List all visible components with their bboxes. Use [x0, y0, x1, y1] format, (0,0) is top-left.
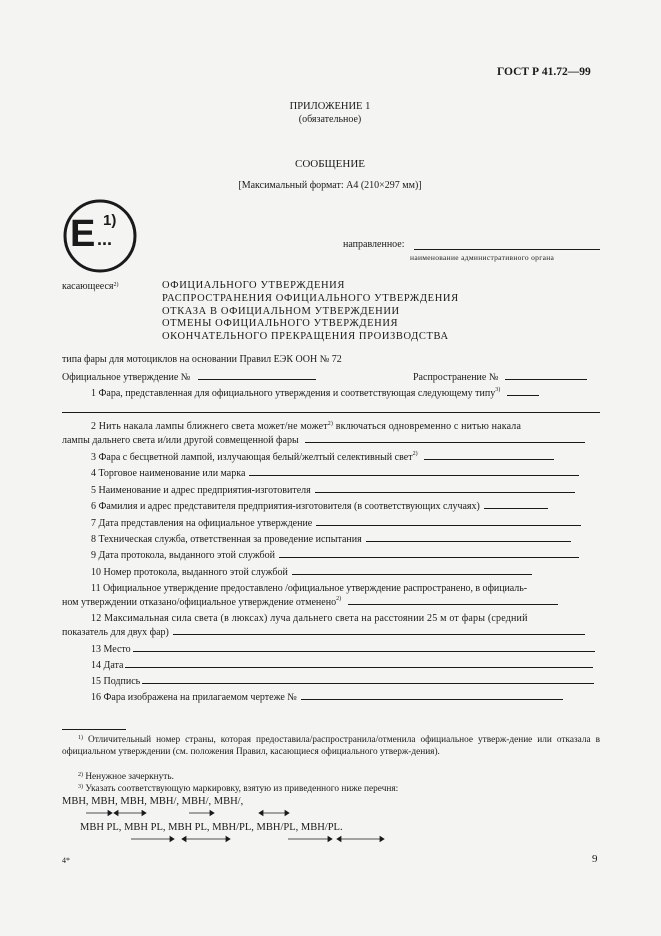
item-12-field[interactable]: [173, 625, 585, 635]
mark-1: MBH,: [62, 796, 89, 807]
item-2-field[interactable]: [305, 433, 585, 443]
item-11-continued: ном утверждении отказано/официальное утверждение отменено$^{2)}$: [62, 595, 600, 609]
concerning-label: касающееся$^{2)}$: [62, 281, 119, 292]
approval-number-label: Официальное утверждение №: [62, 372, 191, 383]
item-7-field[interactable]: [316, 516, 581, 526]
mark-6: MBH/,: [213, 796, 244, 807]
standard-number: ГОСТ Р 41.72—99: [497, 66, 591, 78]
e-mark-superscript: 1): [103, 212, 117, 229]
item-4-field[interactable]: [249, 466, 579, 476]
extension-number-row: [413, 370, 587, 384]
item-8-field[interactable]: [366, 532, 571, 542]
right-arrow-icon: [189, 811, 214, 816]
marks-row-1-arrows: [0, 806, 661, 820]
item-4: 4 Торговое наименование или марка: [62, 466, 629, 480]
item-1: 1 Фара, представленная для официального утверждения и соответствующая следующему типу$^{3)}$: [62, 386, 629, 400]
marks-row-2-arrows: [0, 832, 661, 846]
item-14-field[interactable]: [125, 658, 593, 668]
sent-to-field[interactable]: [414, 249, 600, 250]
concerning-item-2: РАСПРОСТРАНЕНИЯ ОФИЦИАЛЬНОГО УТВЕРЖДЕНИЯ: [162, 293, 459, 304]
footnote-3: $^{3)}$ Указать соответствующую маркировку, взятую из приведенного ниже перечня:: [78, 784, 399, 794]
mark-2: MBH,: [91, 796, 118, 807]
item-10-field[interactable]: [292, 565, 532, 575]
item-1-field[interactable]: [507, 386, 539, 396]
headlamp-type: типа фары для мотоциклов на основании Правил ЕЭК ООН № 72: [62, 354, 342, 365]
page-number: 9: [592, 853, 598, 865]
item-15-field[interactable]: [142, 674, 594, 684]
double-arrow-icon: [259, 811, 289, 816]
mark-8: MBH PL,: [124, 822, 166, 833]
item-16: 16 Фара изображена на прилагаемом чертеже №: [62, 690, 629, 704]
item-3: 3 Фара с бесцветной лампой, излучающая белый/желтый селективный свет$^{2)}$: [62, 450, 629, 464]
mark-7: MBH PL,: [80, 822, 122, 833]
footnote-1: $^{1)}$ Отличительный номер страны, которая предоставила/распространила/отменила официальное утверж-дение или отказала в официальном утверждении (см. положения Правил, касающиеся официального утверж-дения).: [62, 735, 600, 757]
item-6: 6 Фамилия и адрес представителя предприятия-изготовителя (в соответствующих случаях): [62, 499, 629, 513]
e-mark-letter: E: [70, 213, 96, 255]
item-1-field-line-2[interactable]: [62, 412, 600, 413]
item-5-field[interactable]: [315, 483, 575, 493]
item-11: 11 Официальное утверждение предоставлено /официальное утверждение распространено, в официаль-: [91, 583, 528, 594]
item-2: 2 Нить накала лампы ближнего света может/не может$^{2)}$ включаться одновременно с нитью накала: [91, 421, 522, 432]
item-2-continued: лампы дальнего света и/или другой совмещенной фары: [62, 433, 600, 447]
item-8: 8 Техническая служба, ответственная за проведение испытания: [62, 532, 629, 546]
item-9-field[interactable]: [279, 548, 579, 558]
double-arrow-icon: [337, 837, 384, 842]
item-14: 14 Дата: [62, 658, 629, 672]
mark-11: MBH/PL,: [256, 822, 299, 833]
mark-10: MBH/PL,: [212, 822, 254, 833]
item-12-continued: показатель для двух фар): [62, 625, 600, 639]
appendix-subtitle: (обязательное): [298, 114, 362, 125]
sent-to-label: направленное:: [343, 239, 405, 250]
item-15: 15 Подпись: [62, 674, 629, 688]
right-arrow-icon: [86, 811, 112, 816]
e-mark-dots: ...: [97, 229, 113, 249]
message-format: [Максимальный формат: А4 (210×297 мм)]: [238, 180, 422, 191]
concerning-item-4: ОТМЕНЫ ОФИЦИАЛЬНОГО УТВЕРЖДЕНИЯ: [162, 318, 399, 329]
mark-4: MBH/,: [149, 796, 180, 807]
approval-number-field[interactable]: [198, 370, 316, 380]
message-title: СООБЩЕНИЕ: [295, 158, 365, 170]
item-16-field[interactable]: [301, 690, 563, 700]
item-9: 9 Дата протокола, выданного этой службой: [62, 548, 629, 562]
sent-to-caption: наименование административного органа: [410, 253, 555, 262]
item-11-field[interactable]: [348, 595, 558, 605]
extension-number-field[interactable]: [505, 370, 587, 380]
appendix-title: ПРИЛОЖЕНИЕ 1: [289, 101, 371, 112]
extension-number-label: Распространение №: [413, 372, 499, 383]
item-13: 13 Место: [62, 642, 629, 656]
footnote-2: $^{2)}$ Ненужное зачеркнуть.: [78, 772, 174, 782]
concerning-item-1: ОФИЦИАЛЬНОГО УТВЕРЖДЕНИЯ: [162, 280, 345, 291]
mark-12: MBH/PL.: [300, 822, 343, 833]
item-6-field[interactable]: [484, 499, 548, 509]
concerning-item-3: ОТКАЗА В ОФИЦИАЛЬНОМ УТВЕРЖДЕНИИ: [162, 306, 400, 317]
footer-signature-mark: 4*: [62, 856, 70, 865]
item-12: 12 Максимальная сила света (в люксах) луча дальнего света на расстоянии 25 м от фары (средний: [91, 613, 528, 624]
item-10: 10 Номер протокола, выданного этой службой: [62, 565, 629, 579]
item-13-field[interactable]: [133, 642, 595, 652]
double-arrow-icon: [114, 811, 146, 816]
footnote-separator: [62, 729, 126, 730]
mark-5: MBH/,: [181, 796, 212, 807]
right-arrow-icon: [288, 837, 332, 842]
item-5: 5 Наименование и адрес предприятия-изготовителя: [62, 483, 629, 497]
concerning-item-5: ОКОНЧАТЕЛЬНОГО ПРЕКРАЩЕНИЯ ПРОИЗВОДСТВА: [162, 331, 449, 342]
item-7: 7 Дата представления на официальное утверждение: [62, 516, 629, 530]
double-arrow-icon: [182, 837, 230, 842]
right-arrow-icon: [131, 837, 174, 842]
mark-3: MBH,: [120, 796, 147, 807]
approval-mark: [62, 198, 138, 274]
mark-9: MBH PL,: [168, 822, 210, 833]
item-3-field[interactable]: [424, 450, 554, 460]
